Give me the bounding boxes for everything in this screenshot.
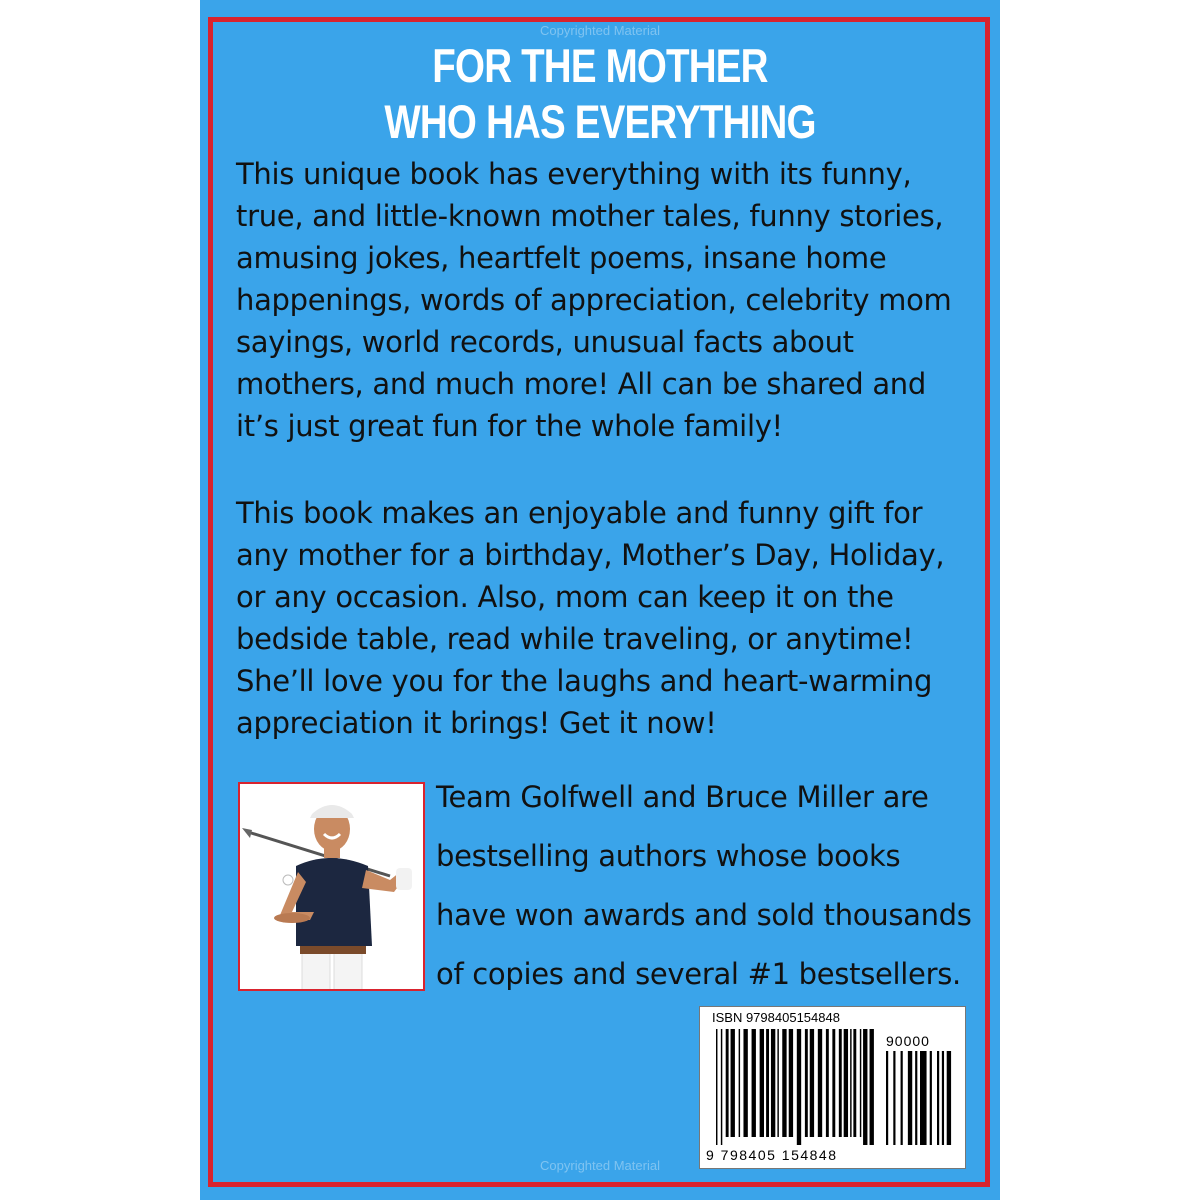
barcode-bar [760, 1029, 764, 1137]
barcode-bar [947, 1051, 951, 1145]
barcode-icon [716, 1029, 876, 1145]
barcode-bar [893, 1051, 895, 1145]
barcode-bar [863, 1029, 867, 1145]
barcode-bar [726, 1029, 729, 1137]
barcode-bar [716, 1029, 717, 1145]
author-bio: Team Golfwell and Bruce Miller are bestselling authors whose books have won awards and sold thousands of copies and several #1 bestsellers. [436, 780, 972, 991]
barcode-bar [870, 1029, 874, 1145]
price-code: 90000 [886, 1033, 930, 1049]
barcode-bar [818, 1029, 822, 1137]
description-paragraph-2: This book makes an enjoyable and funny gift for any mother for a birthday, Mother’s Day, Holiday, or any occasion. Also, mom can keep it on the bedside table, read while traveling, or anytime! She’ll love you for the laughs and heart-warming appreciation it brings! Get it now! [236, 496, 945, 740]
barcode-bar [777, 1029, 778, 1137]
barcode-bar [743, 1029, 747, 1137]
barcode-bar [721, 1029, 722, 1145]
barcode-bar [930, 1051, 932, 1145]
barcode-bar [908, 1051, 912, 1145]
title-line-2: WHO HAS EVERYTHING [384, 95, 816, 148]
barcode-bar [782, 1029, 786, 1137]
barcode-bar [805, 1029, 808, 1137]
barcode-bar [797, 1029, 801, 1145]
barcode-bar [839, 1029, 842, 1137]
barcode-bar [920, 1051, 927, 1145]
golfer-photo-icon [240, 784, 423, 989]
barcode-bar [771, 1029, 775, 1137]
barcode-bar [826, 1029, 829, 1137]
barcode-bar [832, 1029, 835, 1137]
barcode-bar [915, 1051, 917, 1145]
barcode-bar [844, 1029, 848, 1137]
watermark-top: Copyrighted Material [540, 23, 660, 38]
barcode-bar [789, 1029, 793, 1137]
barcode-bar [766, 1029, 769, 1137]
barcode-bar [942, 1051, 944, 1145]
barcode-bar [850, 1029, 851, 1137]
addon-barcode-icon [886, 1051, 954, 1145]
barcode-bar [752, 1029, 756, 1137]
isbn-barcode [699, 1006, 966, 1169]
barcode-bar [739, 1029, 740, 1137]
book-back-cover [200, 0, 1000, 1200]
barcode-bar [901, 1051, 903, 1145]
barcode-bar [886, 1051, 888, 1145]
author-photo [238, 782, 425, 991]
title-line-1: FOR THE MOTHER [432, 39, 768, 92]
description-paragraph-1: This unique book has everything with its funny, true, and little-known mother tales, funny stories, amusing jokes, heartfelt poems, insane home happenings, words of appreciation, celebrity mom sayings, world records, unusual facts about mothers, and much more! All can be shared and it’s just great fun for the whole family! [236, 157, 952, 443]
barcode-digits: 9 798405 154848 [706, 1147, 838, 1163]
barcode-bar [810, 1029, 814, 1137]
barcode-bar [937, 1051, 939, 1145]
barcode-bar [731, 1029, 735, 1137]
barcode-bar [853, 1029, 856, 1137]
watermark-bottom: Copyrighted Material [540, 1158, 660, 1173]
barcode-bar [860, 1029, 861, 1137]
isbn-label: ISBN 9798405154848 [712, 1010, 840, 1025]
